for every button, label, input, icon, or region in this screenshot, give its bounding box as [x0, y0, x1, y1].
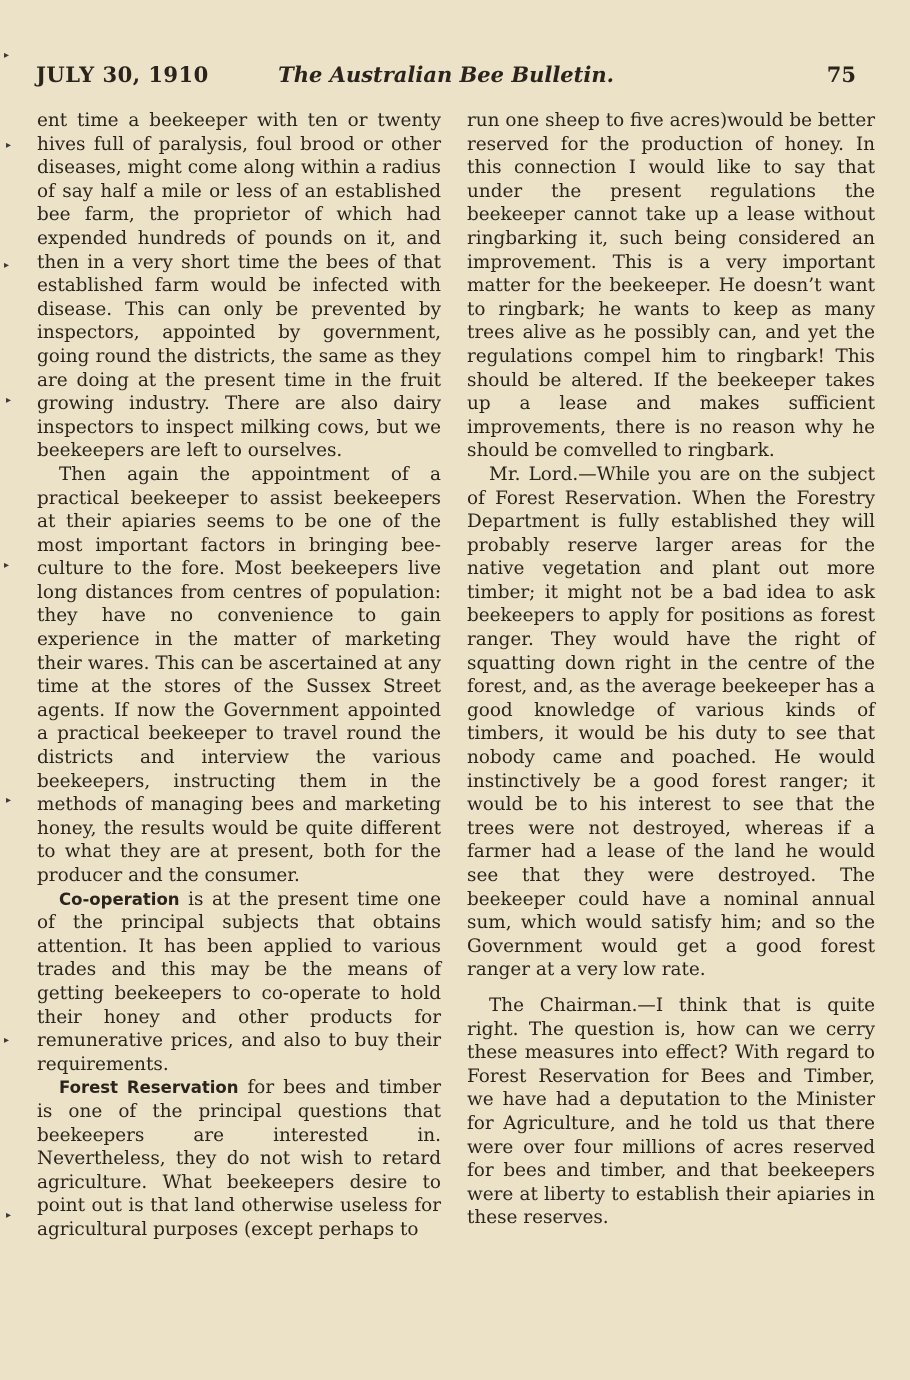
paragraph-forest-reservation-text: for bees and timber is one of the principal questions that beekeepers are interested in. Nevertheless, they do not wish to retard agriculture. What beekeepers desire to point out is that land otherwise useless for agricultural purposes (except perhaps to — [37, 1077, 441, 1240]
right-column — [467, 109, 875, 1230]
paragraph-practical-beekeeper: Then again the appointment of a practical beekeeper to assist beekeepers at their apiaries seems to be one of the most important factors in bringing bee-culture to the fore. Most beekeepers live long distances from centres of population: they have no convenience to gain experience in the matter of marketing their wares. This can be ascertained at any time at the stores of the Sussex Street agents. If now the Government appointed a practical beekeeper to travel round the districts and interview the various beekeepers, instructing them in the methods of managing bees and marketing honey, the results would be quite different to what they are at present, both for the producer and the consumer. — [37, 463, 441, 886]
margin-mark: ▸ — [6, 395, 12, 406]
margin-mark: ▸ — [6, 1210, 12, 1221]
paragraph-co-operation-text: is at the present time one of the principal subjects that obtains attention. It has been applied to various trades and this may be the means of getting beekeepers to co-operate to hold their honey and other products for remunerative prices, and also to buy their requirements. — [37, 888, 441, 1075]
running-header — [36, 62, 856, 94]
margin-mark: ▸ — [4, 50, 10, 61]
paragraph-chairman: The Chairman.—I think that is quite right. The question is, how can we cerry these measures into effect? With regard to Forest Reservation for Bees and Timber, we have had a deputation to the Minister for Agriculture, and he told us that there were over four millions of acres reserved for bees and timber, and that beekeepers were at liberty to establish their apiaries in these reserves. — [467, 994, 875, 1229]
paragraph-mr-lord: Mr. Lord.—While you are on the subject of Forest Reservation. When the Forestry Department is fully established they will probably reserve larger areas for the native vegetation and plant out more timber; it might not be a bad idea to ask beekeepers to apply for positions as forest ranger. They would have the right of squatting down right in the centre of the forest, and, as the average beekeeper has a good knowledge of various kinds of timbers, it would be his duty to see that nobody came and poached. He would instinctively be a good forest ranger; it would be to his interest to see that the trees were not destroyed, whereas if a farmer had a lease of the land he would see that they were destroyed. The beekeeper could have a nominal annual sum, which would satisfy him; and so the Government would get a good forest ranger at a very low rate. — [467, 463, 875, 981]
binding-margin-marks — [0, 0, 30, 1380]
paragraph-forest-reservation — [37, 1076, 441, 1241]
margin-mark: ▸ — [4, 260, 10, 271]
margin-mark: ▸ — [6, 140, 12, 151]
margin-mark: ▸ — [4, 560, 10, 571]
margin-mark: ▸ — [4, 1035, 10, 1046]
journal-title: The Australian Bee Bulletin. — [278, 62, 614, 87]
paragraph-inspection: ent time a beekeeper with ten or twenty hives full of paralysis, foul brood or other diseases, might come along within a radius of say half a mile or less of an established bee farm, the proprietor of which had expended hundreds of pounds on it, and then in a very short time the bees of that established farm would be infected with disease. This can only be prevented by inspectors, appointed by government, going round the districts, the same as they are doing at the present time in the fruit growing industry. There are also dairy inspectors to inspect milking cows, but we beekeepers are left to ourselves. — [37, 110, 441, 462]
margin-mark: ▸ — [6, 795, 12, 806]
section-heading-forest-reservation: Forest Reservation — [59, 1078, 239, 1098]
section-heading-co-operation: Co-operation — [59, 889, 180, 909]
left-column — [37, 109, 441, 1242]
paragraph-co-operation — [37, 888, 441, 1077]
page-number: 75 — [826, 62, 856, 87]
issue-date: JULY 30, 1910 — [36, 62, 209, 87]
paragraph-ringbarking: run one sheep to five acres)would be better reserved for the production of honey. In this connection I would like to say that under the present regulations the beekeeper cannot take up a lease without ringbarking it, such being considered an improvement. This is a very important matter for the beekeeper. He doesn’t want to ringbark; he wants to keep as many trees alive as he possibly can, and yet the regulations compel him to ringbark! This should be altered. If the beekeeper takes up a lease and makes sufficient improvements, there is no reason why he should be comvelled to ringbark. — [467, 110, 875, 462]
